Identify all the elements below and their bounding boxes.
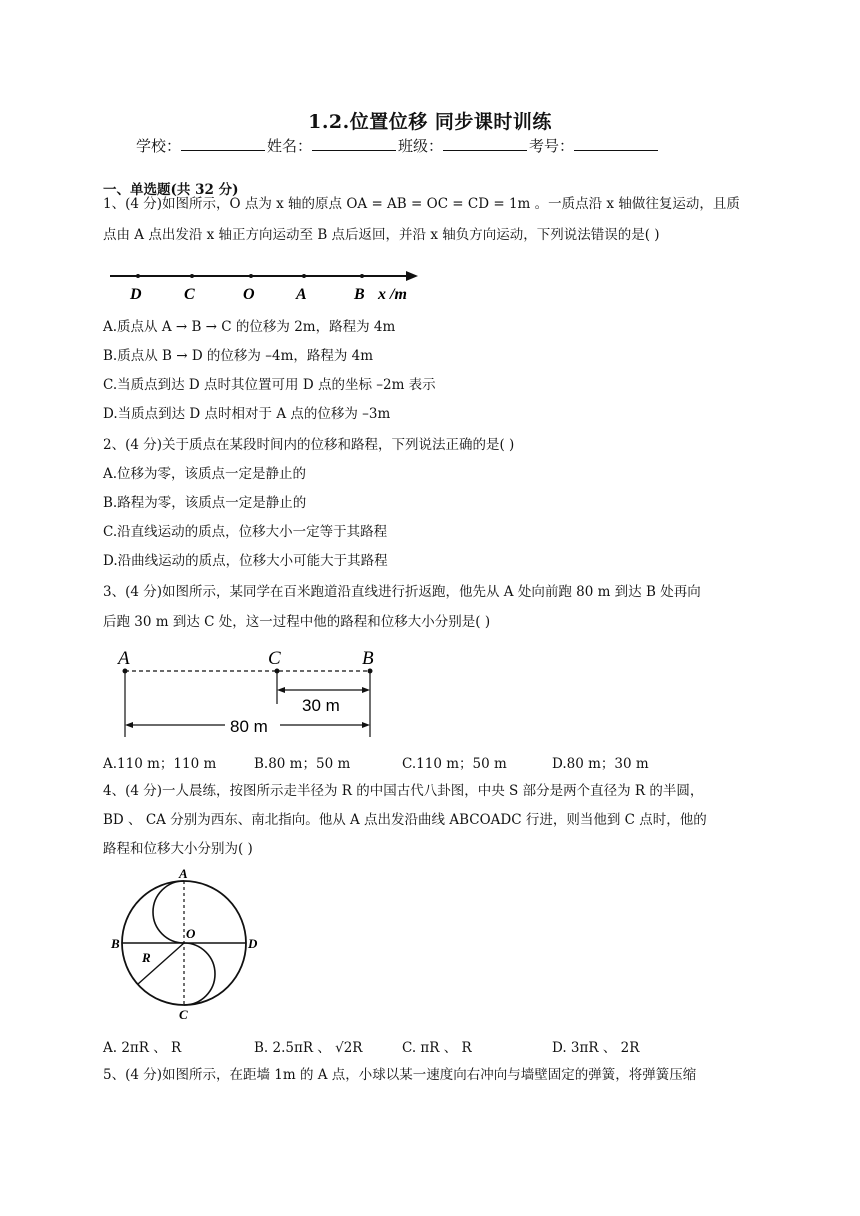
q2-option-c[interactable]: C.沿直线运动的质点，位移大小一定等于其路程 <box>103 524 388 540</box>
point-o-mark <box>249 274 253 278</box>
30m-arrow-left <box>277 687 285 693</box>
label-r: R <box>142 950 151 965</box>
80m-arrow-right <box>362 722 370 728</box>
80m-label: 80 m <box>230 717 268 736</box>
q4-bagua-figure <box>108 866 268 1022</box>
q1-stem-line1: 1、(4 分)如图所示，O 点为 x 轴的原点 OA = AB = OC = CD = 1m 。一质点沿 x 轴做往复运动，且质 <box>103 196 740 212</box>
q1-stem-line2: 点由 A 点出发沿 x 轴正方向运动至 B 点后返回，并沿 x 轴负方向运动，下列说法错误的是( ) <box>103 227 660 243</box>
name-label: 姓名： <box>267 137 313 155</box>
q4-stem-line3: 路程和位移大小分别为( ) <box>103 841 253 857</box>
80m-arrow-left <box>125 722 133 728</box>
q3-stem-line1: 3、(4 分)如图所示，某同学在百米跑道沿直线进行折返跑，他先从 A 处向前跑 80 m 到达 B 处再向 <box>103 584 701 600</box>
q3-option-c[interactable]: C.110 m；50 m <box>402 756 507 772</box>
q3-option-b[interactable]: B.80 m；50 m <box>254 756 351 772</box>
lower-semicircle <box>184 943 215 1005</box>
label-b: B <box>362 648 374 669</box>
q5-stem-line1: 5、(4 分)如图所示，在距墙 1m 的 A 点，小球以某一速度向右冲向与墙壁固定的弹簧，将弹簧压缩 <box>103 1067 697 1083</box>
class-label: 班级： <box>398 137 444 155</box>
label-o: O <box>186 926 196 941</box>
label-b: B <box>111 936 120 951</box>
page-title: 1.2.位置位移 同步课时训练 <box>308 111 552 133</box>
q3-track-figure <box>110 642 390 740</box>
q2-option-b[interactable]: B.路程为零，该质点一定是静止的 <box>103 495 307 511</box>
q2-option-d[interactable]: D.沿曲线运动的质点，位移大小可能大于其路程 <box>103 553 388 569</box>
30m-arrow-right <box>362 687 370 693</box>
q2-stem: 2、(4 分)关于质点在某段时间内的位移和路程，下列说法正确的是( ) <box>103 437 515 453</box>
label-d: D <box>248 936 258 951</box>
q3-option-d[interactable]: D.80 m；30 m <box>552 756 649 772</box>
q1-option-c[interactable]: C.当质点到达 D 点时其位置可用 D 点的坐标 –2m 表示 <box>103 377 436 393</box>
q3-option-a[interactable]: A.110 m；110 m <box>103 756 217 772</box>
school-label: 学校： <box>136 137 182 155</box>
section-heading: 一、单选题(共 32 分) <box>103 182 239 198</box>
class-blank[interactable] <box>443 136 527 151</box>
label-b: B <box>354 286 365 303</box>
q1-option-a[interactable]: A.质点从 A → B → C 的位移为 2m，路程为 4m <box>103 319 396 335</box>
axis-unit-label: x /m <box>378 286 407 303</box>
label-c: C <box>179 1007 188 1022</box>
label-c: C <box>184 286 195 303</box>
q4-stem-line1: 4、(4 分)一人晨练，按图所示走半径为 R 的中国古代八卦图，中央 S 部分是两个直径为 R 的半圆， <box>103 783 704 799</box>
x-axis-arrow <box>406 271 418 281</box>
q4-option-d[interactable]: D. 3πR 、 2R <box>552 1040 640 1056</box>
exam-number-blank[interactable] <box>574 136 658 151</box>
point-c-mark <box>190 274 194 278</box>
q1-option-d[interactable]: D.当质点到达 D 点时相对于 A 点的位移为 –3m <box>103 406 391 422</box>
q4-stem-line2: BD 、 CA 分别为西东、南北指向。他从 A 点出发沿曲线 ABCOADC 行进，则当他到 C 点时，他的 <box>103 812 707 828</box>
exam-number-label: 考号： <box>529 137 575 155</box>
label-d: D <box>130 286 142 303</box>
30m-label: 30 m <box>302 696 340 715</box>
label-c: C <box>268 648 281 669</box>
upper-semicircle <box>153 881 184 943</box>
school-blank[interactable] <box>181 136 265 151</box>
point-d-mark <box>136 274 140 278</box>
label-a: A <box>118 648 130 669</box>
name-blank[interactable] <box>312 136 396 151</box>
q2-option-a[interactable]: A.位移为零，该质点一定是静止的 <box>103 466 307 482</box>
q4-option-a[interactable]: A. 2πR 、 R <box>103 1040 182 1056</box>
q4-option-c[interactable]: C. πR 、 R <box>402 1040 472 1056</box>
point-b-mark <box>360 274 364 278</box>
point-a-mark <box>302 274 306 278</box>
q1-option-b[interactable]: B.质点从 B → D 的位移为 –4m，路程为 4m <box>103 348 374 364</box>
student-info-row <box>136 135 660 156</box>
label-a: A <box>179 866 188 881</box>
label-o: O <box>243 286 255 303</box>
q4-option-b[interactable]: B. 2.5πR 、 √2R <box>254 1040 363 1056</box>
label-a: A <box>296 286 307 303</box>
q3-stem-line2: 后跑 30 m 到达 C 处，这一过程中他的路程和位移大小分别是( ) <box>103 614 491 630</box>
q1-axis-figure <box>106 266 426 306</box>
